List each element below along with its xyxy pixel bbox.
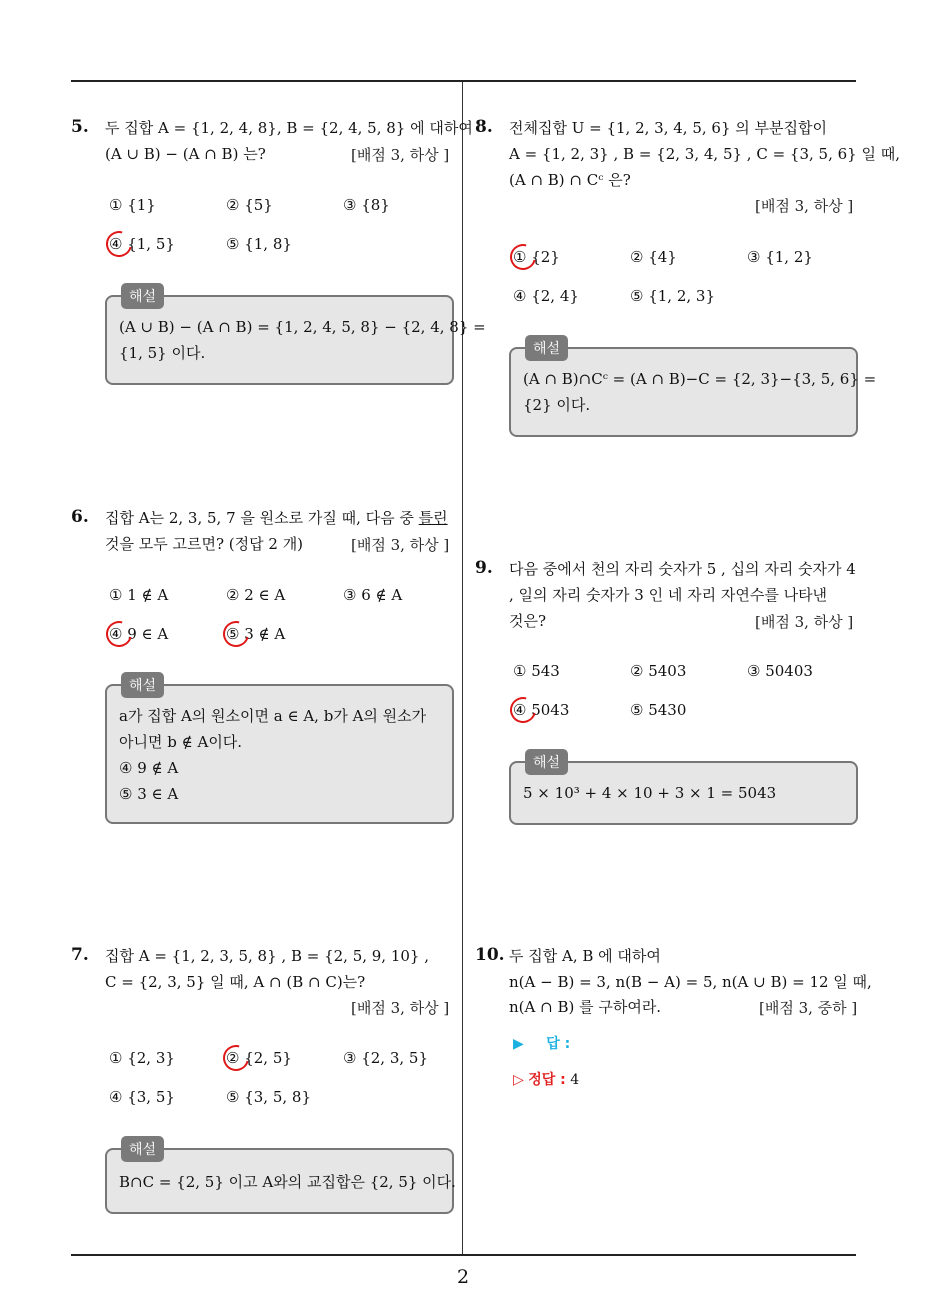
question-line: (A ∪ B) − (A ∩ B) 는? xyxy=(105,145,266,163)
explanation-line: a가 집합 A의 원소이면 a ∈ A, b가 A의 원소가 xyxy=(119,707,427,725)
explanation-tag: 해설 xyxy=(121,1136,164,1162)
choice[interactable]: ③ 6 ∉ A xyxy=(343,586,403,604)
choice[interactable]: ⑤ {3, 5, 8} xyxy=(226,1088,312,1106)
problem-number: 7. xyxy=(71,945,89,965)
selected-answer-mark xyxy=(505,692,541,728)
question-line: 전체집합 U = {1, 2, 3, 4, 5, 6} 의 부분집합이 xyxy=(509,119,827,137)
question-line: 것은? xyxy=(509,612,547,630)
question-line: n(A − B) = 3, n(B − A) = 5, n(A ∪ B) = 12 일 때, xyxy=(509,973,872,991)
problem-number: 9. xyxy=(475,558,493,578)
question-line xyxy=(105,508,448,528)
selected-answer-mark xyxy=(101,616,137,652)
choice[interactable]: ⑤ {1, 8} xyxy=(226,235,292,253)
choice[interactable]: ① 1 ∉ A xyxy=(109,586,169,604)
question-line: n(A ∩ B) 를 구하여라. xyxy=(509,998,662,1016)
explanation-line: {2} 이다. xyxy=(523,396,591,414)
explanation-line: 아니면 b ∉ A이다. xyxy=(119,733,243,751)
choice[interactable]: ② 2 ∈ A xyxy=(226,586,286,604)
correct-answer-row xyxy=(513,1069,579,1089)
question-line: C = {2, 3, 5} 일 때, A ∩ (B ∩ C)는? xyxy=(105,973,366,991)
choice[interactable]: ⑤ 5430 xyxy=(630,701,687,719)
column-divider xyxy=(462,82,463,1254)
problem-number: 6. xyxy=(71,507,89,527)
correct-marker-icon: ▷ xyxy=(513,1072,524,1088)
question-line: 집합 A = {1, 2, 3, 5, 8} , B = {2, 5, 9, 10} , xyxy=(105,947,430,965)
choice[interactable]: ③ {1, 2} xyxy=(747,248,813,266)
choice[interactable]: ② {4} xyxy=(630,248,677,266)
explanation-box xyxy=(509,341,877,437)
selected-answer-mark xyxy=(218,616,254,652)
explanation-tag: 해설 xyxy=(525,749,568,775)
choice[interactable]: ① {1} xyxy=(109,196,156,214)
choice[interactable]: ① {2, 3} xyxy=(109,1049,175,1067)
question-text: 집합 A는 2, 3, 5, 7 을 원소로 가질 때, 다음 중 xyxy=(105,509,419,527)
explanation-line: B∩C = {2, 5} 이고 A와의 교집합은 {2, 5} 이다. xyxy=(119,1173,456,1191)
page-number: 2 xyxy=(456,1266,470,1288)
choice[interactable]: ② 5403 xyxy=(630,662,687,680)
bottom-rule xyxy=(71,1254,856,1256)
choice[interactable]: ③ {2, 3, 5} xyxy=(343,1049,429,1067)
explanation-line: 5 × 10³ + 4 × 10 + 3 × 1 = 5043 xyxy=(523,784,777,802)
explanation-line: (A ∪ B) − (A ∩ B) = {1, 2, 4, 5, 8} − {2, 4, 8} = xyxy=(119,318,486,336)
choice[interactable]: ③ 50403 xyxy=(747,662,813,680)
score-meta: [배점 3, 하상 ] xyxy=(351,999,450,1017)
problem-number: 8. xyxy=(475,117,493,137)
score-meta: [배점 3, 하상 ] xyxy=(755,197,854,215)
question-line: 것을 모두 고르면? (정답 2 개) xyxy=(105,535,304,553)
choice[interactable]: ① 543 xyxy=(513,662,560,680)
question-line: 다음 중에서 천의 자리 숫자가 5 , 십의 자리 숫자가 4 xyxy=(509,560,856,578)
explanation-line: {1, 5} 이다. xyxy=(119,344,206,362)
selected-answer-mark xyxy=(101,226,137,262)
choice[interactable]: ④ 9 ∈ A xyxy=(109,625,169,643)
question-line: 두 집합 A, B 에 대하여 xyxy=(509,947,661,965)
score-meta: [배점 3, 하상 ] xyxy=(755,613,854,631)
choice[interactable]: ② {5} xyxy=(226,196,273,214)
correct-answer-value: 4 xyxy=(570,1072,580,1088)
explanation-line: (A ∩ B)∩Cᶜ = (A ∩ B)−C = {2, 3}−{3, 5, 6} = xyxy=(523,370,877,388)
problem-number: 5. xyxy=(71,117,89,137)
question-line: 두 집합 A = {1, 2, 4, 8}, B = {2, 4, 5, 8} 에 대하여 xyxy=(105,119,473,137)
score-meta: [배점 3, 중하 ] xyxy=(759,999,858,1017)
score-meta: [배점 3, 하상 ] xyxy=(351,536,450,554)
top-rule xyxy=(71,80,856,82)
answer-row[interactable] xyxy=(513,1033,570,1053)
question-line: , 일의 자리 숫자가 3 인 네 자리 자연수를 나타낸 xyxy=(509,586,828,604)
selected-answer-mark xyxy=(218,1040,254,1076)
explanation-box xyxy=(105,1142,456,1214)
explanation-box xyxy=(105,678,454,824)
explanation-line: ⑤ 3 ∈ A xyxy=(119,785,179,803)
answer-label: 답 : xyxy=(546,1036,571,1052)
explanation-line: ④ 9 ∉ A xyxy=(119,759,179,777)
selected-answer-mark xyxy=(505,239,541,275)
choice[interactable]: ③ {8} xyxy=(343,196,390,214)
question-line: A = {1, 2, 3} , B = {2, 3, 4, 5} , C = {3, 5, 6} 일 때, xyxy=(509,145,900,163)
explanation-tag: 해설 xyxy=(121,283,164,309)
choice[interactable]: ⑤ {1, 2, 3} xyxy=(630,287,716,305)
explanation-box xyxy=(105,289,486,385)
underlined-word: 틀린 xyxy=(418,509,448,527)
answer-marker-icon: ▶ xyxy=(513,1036,524,1052)
explanation-box xyxy=(509,755,858,825)
explanation-tag: 해설 xyxy=(121,672,164,698)
question-line: (A ∩ B) ∩ Cᶜ 은? xyxy=(509,171,631,189)
score-meta: [배점 3, 하상 ] xyxy=(351,146,450,164)
choice[interactable]: ① {2} xyxy=(513,248,560,266)
explanation-tag: 해설 xyxy=(525,335,568,361)
choice[interactable]: ④ {3, 5} xyxy=(109,1088,175,1106)
choice[interactable]: ⑤ 3 ∉ A xyxy=(226,625,286,643)
choice[interactable]: ④ {1, 5} xyxy=(109,235,175,253)
correct-answer-label: 정답 : xyxy=(528,1072,566,1088)
problem-number: 10. xyxy=(475,945,505,965)
choice[interactable]: ② {2, 5} xyxy=(226,1049,292,1067)
choice[interactable]: ④ 5043 xyxy=(513,701,570,719)
choice[interactable]: ④ {2, 4} xyxy=(513,287,579,305)
